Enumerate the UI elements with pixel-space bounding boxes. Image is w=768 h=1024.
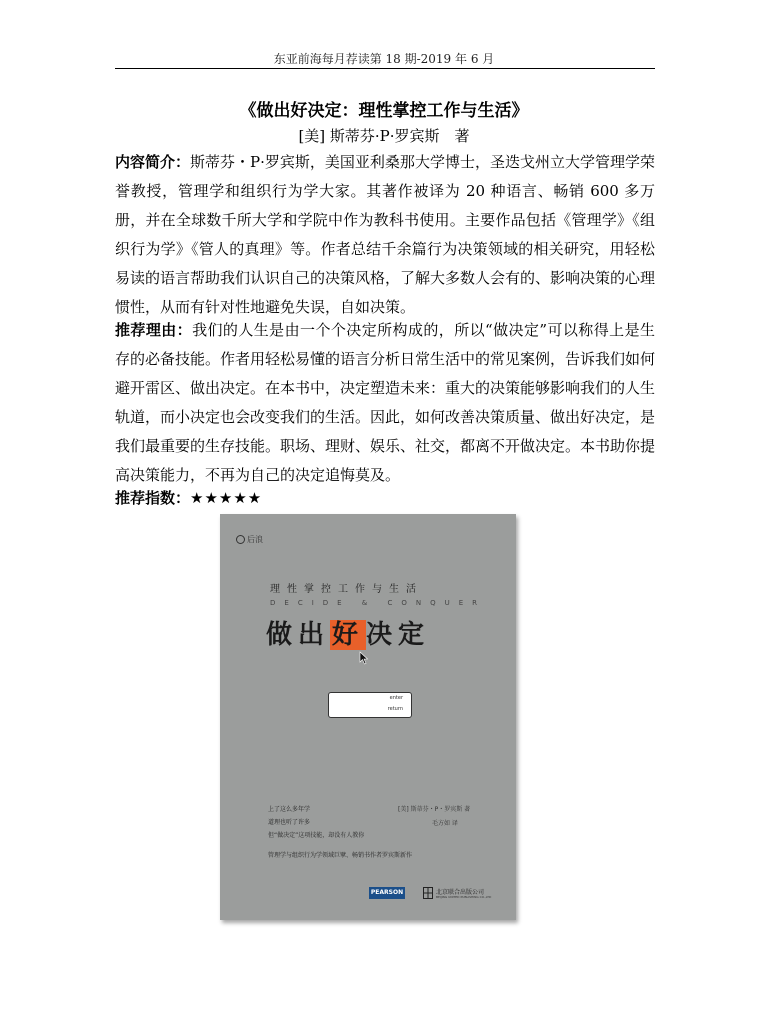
reason-text: 我们的人生是由一个个决定所构成的，所以“做决定”可以称得上是生存的必备技能。作者用轻松易懂的语言分析日常生活中的常见案例，告诉我们如何避开雷区、做出决定。在本书中，决定塑造未来：重大的决策能够影响我们的人生轨道，而小决定也会改变我们的生活。因此，如何改善决策质量、做出好决定，是我们最重要的生存技能。职场、理财、娱乐、社交，都离不开做决定。本书助你提高决策能力，不再为自己的决定追悔莫及。 xyxy=(115,321,656,484)
cover-english-title: DECIDE & CONQUER xyxy=(270,599,487,607)
publisher-logo xyxy=(236,534,263,545)
reason-section xyxy=(115,316,655,490)
page-header: 东亚前海每月荐读第 18 期-2019 年 6 月 xyxy=(273,52,495,66)
pearson-logo: PEARSON xyxy=(369,887,405,899)
book-cover-image xyxy=(220,514,516,920)
mouse-cursor-icon xyxy=(359,651,369,665)
intro-section xyxy=(115,148,655,322)
logo-icon xyxy=(236,535,245,544)
book-title: 《做出好决定：理性掌控工作与生活》 xyxy=(239,101,529,121)
intro-label: 内容简介： xyxy=(115,153,191,171)
cover-subtitle: 理性掌控工作与生活 xyxy=(270,584,423,595)
cover-tagline: 但“做决定”这项技能，却没有人教你 xyxy=(268,832,365,839)
cover-tagline: 道理也听了许多 xyxy=(268,819,311,826)
cover-title xyxy=(266,614,430,651)
enter-key-graphic xyxy=(328,692,412,718)
cover-blurb: 管理学与组织行为学领域巨擘、畅销书作者罗宾斯新作 xyxy=(268,852,413,859)
cover-title-post: 决定 xyxy=(366,620,431,650)
key-label-top: enter xyxy=(389,695,403,701)
publisher-name-english: BEIJING UNITED PUBLISHING CO.,LTD xyxy=(436,895,492,899)
header-divider xyxy=(115,68,655,69)
publisher-icon xyxy=(423,887,433,899)
cover-tagline: 上了这么多年学 xyxy=(268,806,311,813)
intro-text: 斯蒂芬・P·罗宾斯，美国亚利桑那大学博士，圣迭戈州立大学管理学荣誉教授，管理学和组织行为学大家。其著作被译为 20 种语言、畅销 600 多万册，并在全球数千所大学和学院中作为教科书使用。主要作品包括《管理学》《组织行为学》《管人的真理》等。作者总结千余篇行为决策领域的相关研究，用轻松易读的语言帮助我们认识自己的决策风格，了解大多数人会有的、影响决策的心理惯性，从而有针对性地避免失误，自如决策。 xyxy=(115,153,656,316)
key-label-bottom: return xyxy=(387,706,403,712)
cover-translator: 毛方如 译 xyxy=(432,820,458,827)
book-author: [美] 斯蒂芬·P·罗宾斯 著 xyxy=(298,127,470,145)
logo-text: 后浪 xyxy=(247,535,263,544)
rating-label: 推荐指数： xyxy=(115,489,191,507)
cover-title-accent: 好 xyxy=(332,620,365,650)
rating-section xyxy=(115,484,655,513)
cover-author: [美] 斯蒂芬・P・罗宾斯 著 xyxy=(398,806,471,813)
reason-label: 推荐理由： xyxy=(115,321,193,339)
publisher-mark xyxy=(423,885,492,901)
cover-title-pre: 做出 xyxy=(266,620,331,650)
rating-stars: ★★★★★ xyxy=(190,489,263,507)
publisher-name: 北京联合出版公司 xyxy=(436,889,485,896)
